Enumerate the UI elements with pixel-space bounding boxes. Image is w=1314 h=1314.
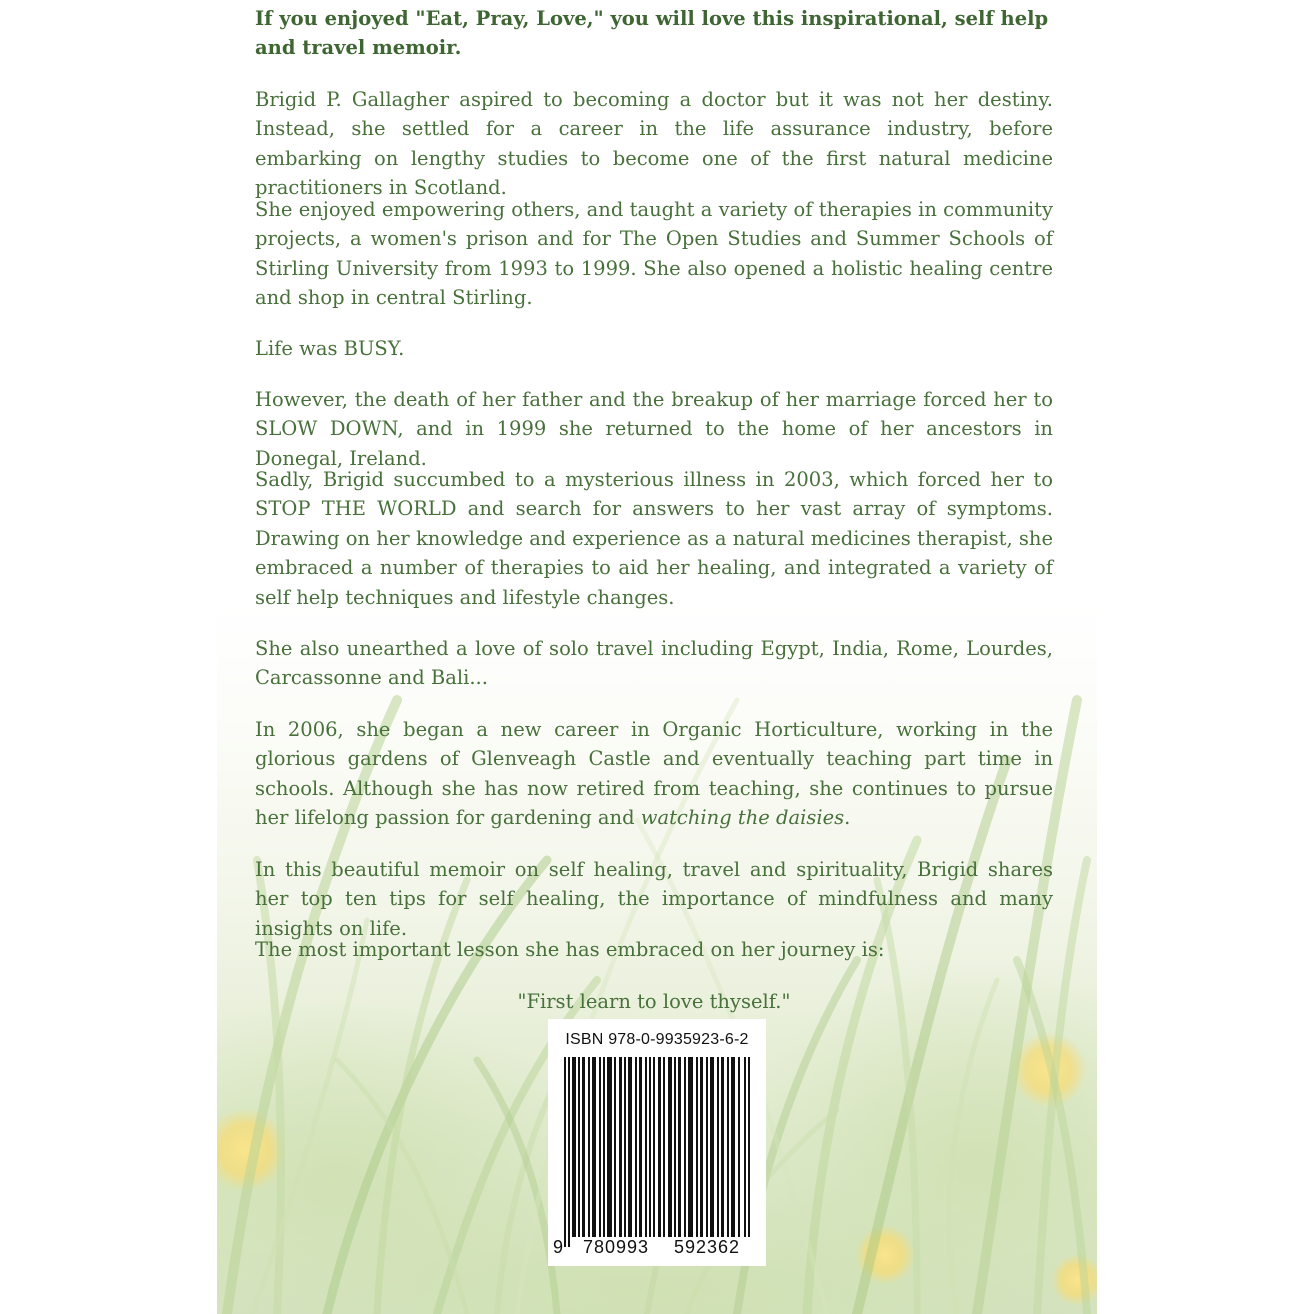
ean-lead-digit: 9 (553, 1237, 564, 1257)
ean-right-digits: 592362 (664, 1237, 750, 1258)
blurb-headline: If you enjoyed "Eat, Pray, Love," you will love this inspirational, self help and travel memoir. (255, 7, 1049, 60)
paragraph-5: Sadly, Brigid succumbed to a mysterious illness in 2003, which forced her to STOP THE WORLD and search for answers to her vast array of symptoms. Drawing on her knowledge and experience as a natural medicines therapist, she embraced a number of therapies to aid her healing, and integrated a variety of self help techniques and lifestyle changes. (255, 468, 1053, 609)
paragraph-3: Life was BUSY. (255, 337, 405, 360)
paragraph-2: She enjoyed empowering others, and taught a variety of therapies in community projects, a women's prison and for The Open Studies and Summer Schools of Stirling University from 1993 to 1999. She also opened a holistic healing centre and shop in central Stirling. (255, 198, 1053, 310)
ean-digits (548, 1235, 766, 1261)
closing-quote: "First learn to love thyself." (517, 990, 791, 1013)
ean-left-digits: 780993 (576, 1237, 656, 1258)
paragraph-6: She also unearthed a love of solo travel including Egypt, India, Rome, Lourdes, Carcassonne and Bali... (255, 637, 1053, 690)
isbn-barcode-box (548, 1019, 766, 1266)
paragraph-9: The most important lesson she has embraced on her journey is: (255, 938, 885, 961)
paragraph-7 (255, 715, 1053, 833)
paragraph-7-text: In 2006, she began a new career in Organic Horticulture, working in the glorious gardens of Glenveagh Castle and eventually teaching part time in schools. Although she has now retired from teaching, she continues to pursue her lifelong passion for gardening and (255, 718, 1053, 830)
italic-phrase: watching the daisies (640, 806, 845, 830)
closing-punctuation: . (844, 806, 851, 830)
book-back-cover (217, 0, 1097, 1314)
barcode-icon (562, 1057, 754, 1247)
paragraph-4: However, the death of her father and the breakup of her marriage forced her to SLOW DOWN, and in 1999 she returned to the home of her ancestors in Donegal, Ireland. (255, 388, 1053, 470)
paragraph-8: In this beautiful memoir on self healing, travel and spirituality, Brigid shares her top ten tips for self healing, the importance of mindfulness and many insights on life. (255, 858, 1053, 940)
isbn-label: ISBN 978-0-9935923-6-2 (565, 1031, 749, 1048)
paragraph-1: Brigid P. Gallagher aspired to becoming a doctor but it was not her destiny. Instead, she settled for a career in the life assurance industry, before embarking on lengthy studies to become one of the first natural medicine practitioners in Scotland. (255, 88, 1053, 200)
